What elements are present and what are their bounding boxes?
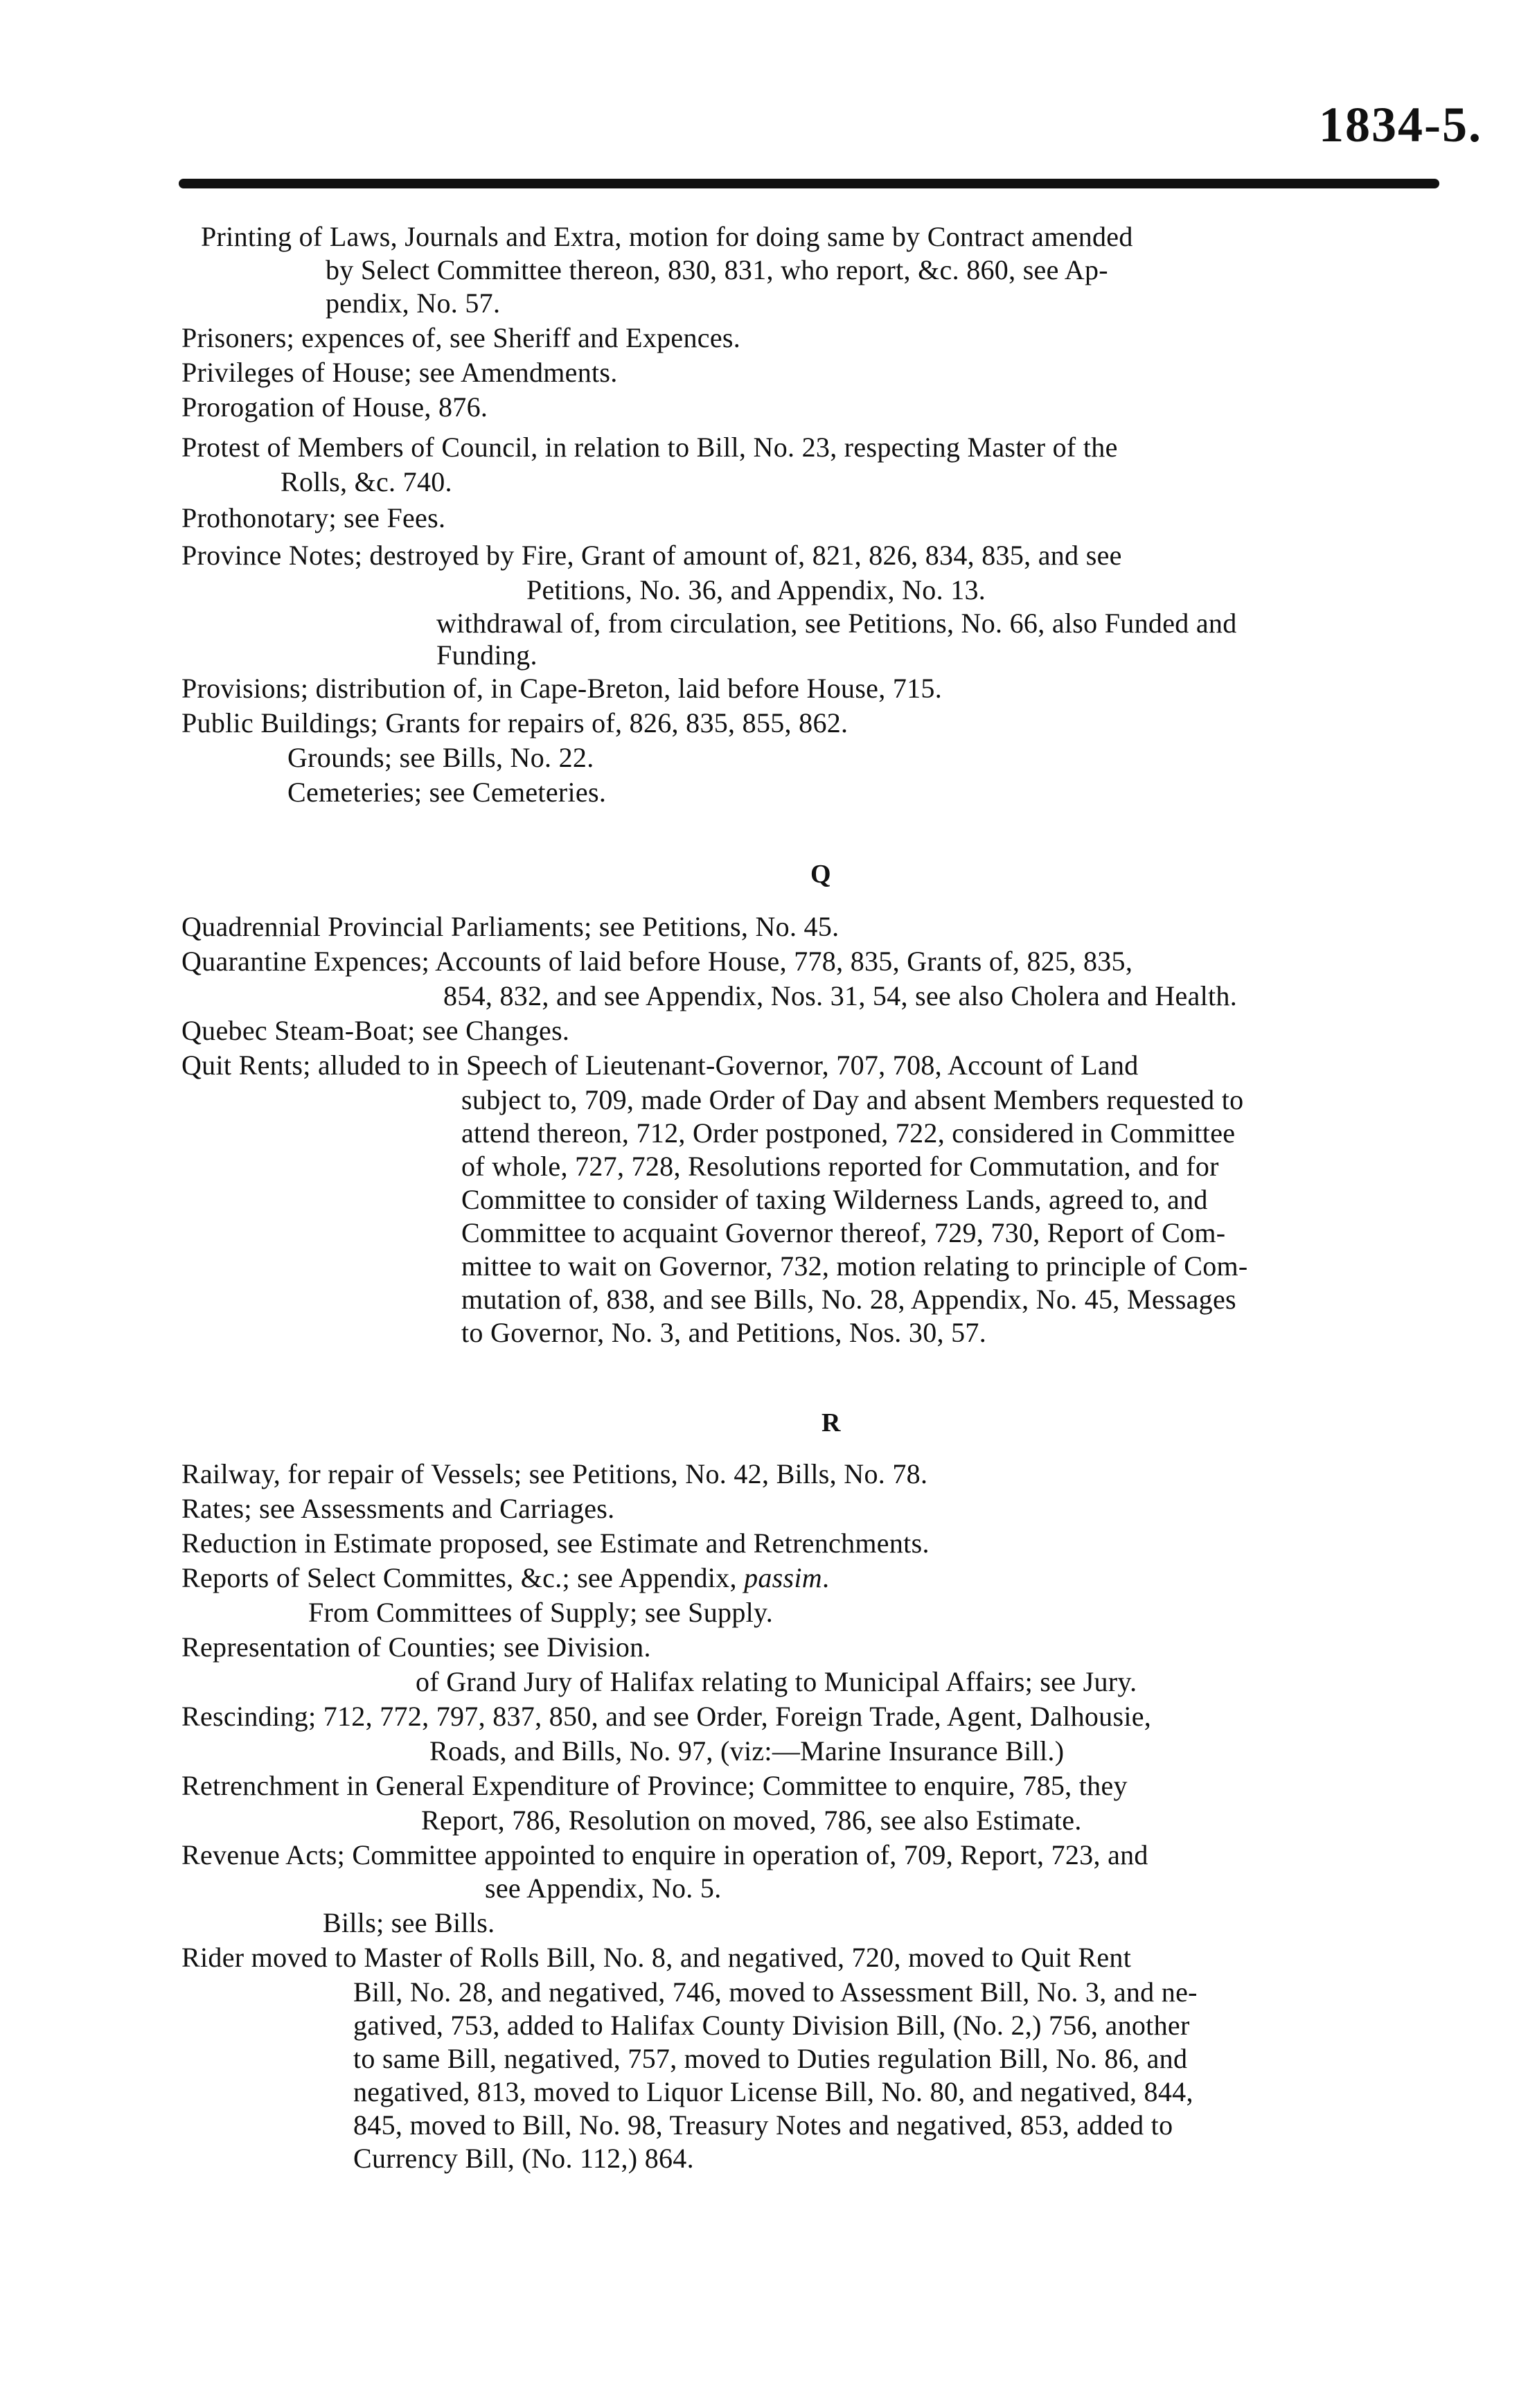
index-line: mutation of, 838, and see Bills, No. 28, Appendix, No. 45, Messages <box>461 1284 1236 1315</box>
index-line: Grounds; see Bills, No. 22. <box>287 742 594 773</box>
index-line: Prorogation of House, 876. <box>181 391 488 423</box>
index-line: Prothonotary; see Fees. <box>181 502 446 533</box>
index-line: Committee to acquaint Governor thereof, 729, 730, Report of Com- <box>461 1217 1226 1248</box>
index-line: of whole, 727, 728, Resolutions reported for Commutation, and for <box>461 1151 1219 1182</box>
index-line: Rates; see Assessments and Carriages. <box>181 1493 615 1524</box>
index-line: by Select Committee thereon, 830, 831, who report, &c. 860, see Ap- <box>326 254 1108 285</box>
index-line: Representation of Counties; see Division. <box>181 1631 651 1663</box>
index-line: Prisoners; expences of, see Sheriff and Expences. <box>181 322 741 353</box>
index-line: Protest of Members of Council, in relation to Bill, No. 23, respecting Master of the <box>181 432 1118 463</box>
index-line: Printing of Laws, Journals and Extra, motion for doing same by Contract amended <box>201 221 1133 252</box>
index-line: gatived, 753, added to Halifax County Division Bill, (No. 2,) 756, another <box>353 2010 1190 2041</box>
index-line <box>181 1561 829 1595</box>
index-line: Rider moved to Master of Rolls Bill, No. 8, and negatived, 720, moved to Quit Rent <box>181 1942 1132 1973</box>
index-line: Revenue Acts; Committee appointed to enquire in operation of, 709, Report, 723, and <box>181 1839 1148 1870</box>
index-line: Committee to consider of taxing Wilderness Lands, agreed to, and <box>461 1184 1208 1215</box>
index-line: Quebec Steam-Boat; see Changes. <box>181 1015 570 1046</box>
index-line: Quit Rents; alluded to in Speech of Lieutenant-Governor, 707, 708, Account of Land <box>181 1050 1139 1081</box>
page-header-year: 1834-5. <box>1319 97 1482 152</box>
index-line: Bills; see Bills. <box>323 1907 495 1938</box>
index-line: Privileges of House; see Amendments. <box>181 357 618 388</box>
index-line: 845, moved to Bill, No. 98, Treasury Notes and negatived, 853, added to <box>353 2109 1173 2141</box>
index-line: attend thereon, 712, Order postponed, 722, considered in Committee <box>461 1117 1236 1149</box>
index-line: pendix, No. 57. <box>326 287 501 319</box>
index-line: Currency Bill, (No. 112,) 864. <box>353 2143 694 2174</box>
index-line: Report, 786, Resolution on moved, 786, see also Estimate. <box>421 1805 1082 1836</box>
index-line: Quarantine Expences; Accounts of laid before House, 778, 835, Grants of, 825, 835, <box>181 946 1133 977</box>
index-line: Rescinding; 712, 772, 797, 837, 850, and see Order, Foreign Trade, Agent, Dalhousie, <box>181 1701 1152 1732</box>
index-line: withdrawal of, from circulation, see Petitions, No. 66, also Funded and <box>436 608 1237 639</box>
index-line: Bill, No. 28, and negatived, 746, moved to Assessment Bill, No. 3, and ne- <box>353 1976 1198 2008</box>
index-line: Petitions, No. 36, and Appendix, No. 13. <box>526 574 986 605</box>
index-line-text: Reports of Select Committes, &c.; see Appendix, passim. <box>181 1562 830 1593</box>
section-letter-r: R <box>821 1408 841 1437</box>
index-line: Public Buildings; Grants for repairs of, 826, 835, 855, 862. <box>181 707 849 738</box>
index-line: Quadrennial Provincial Parliaments; see Petitions, No. 45. <box>181 911 839 942</box>
index-line: negatived, 813, moved to Liquor License Bill, No. 80, and negatived, 844, <box>353 2076 1193 2107</box>
index-line: From Committees of Supply; see Supply. <box>308 1597 774 1628</box>
index-line: 854, 832, and see Appendix, Nos. 31, 54, see also Cholera and Health. <box>443 980 1238 1011</box>
section-letter-q: Q <box>810 860 831 889</box>
index-line: Funding. <box>436 639 537 671</box>
index-line: Cemeteries; see Cemeteries. <box>287 777 607 808</box>
index-line: Rolls, &c. 740. <box>281 466 452 497</box>
index-line: to Governor, No. 3, and Petitions, Nos. 30, 57. <box>461 1317 987 1348</box>
index-line: mittee to wait on Governor, 732, motion relating to principle of Com- <box>461 1250 1248 1282</box>
index-line: Reduction in Estimate proposed, see Estimate and Retrenchments. <box>181 1528 930 1559</box>
header-rule <box>179 179 1439 188</box>
index-line: to same Bill, negatived, 757, moved to Duties regulation Bill, No. 86, and <box>353 2043 1188 2074</box>
index-line: Roads, and Bills, No. 97, (viz:—Marine Insurance Bill.) <box>429 1735 1065 1767</box>
index-line: Province Notes; destroyed by Fire, Grant of amount of, 821, 826, 834, 835, and see <box>181 540 1122 571</box>
index-line: subject to, 709, made Order of Day and absent Members requested to <box>461 1084 1244 1115</box>
index-line: of Grand Jury of Halifax relating to Municipal Affairs; see Jury. <box>416 1666 1137 1697</box>
index-line: Provisions; distribution of, in Cape-Breton, laid before House, 715. <box>181 673 943 704</box>
index-line: Retrenchment in General Expenditure of Province; Committee to enquire, 785, they <box>181 1770 1128 1801</box>
index-line: see Appendix, No. 5. <box>485 1873 722 1904</box>
index-line: Railway, for repair of Vessels; see Petitions, No. 42, Bills, No. 78. <box>181 1458 928 1489</box>
